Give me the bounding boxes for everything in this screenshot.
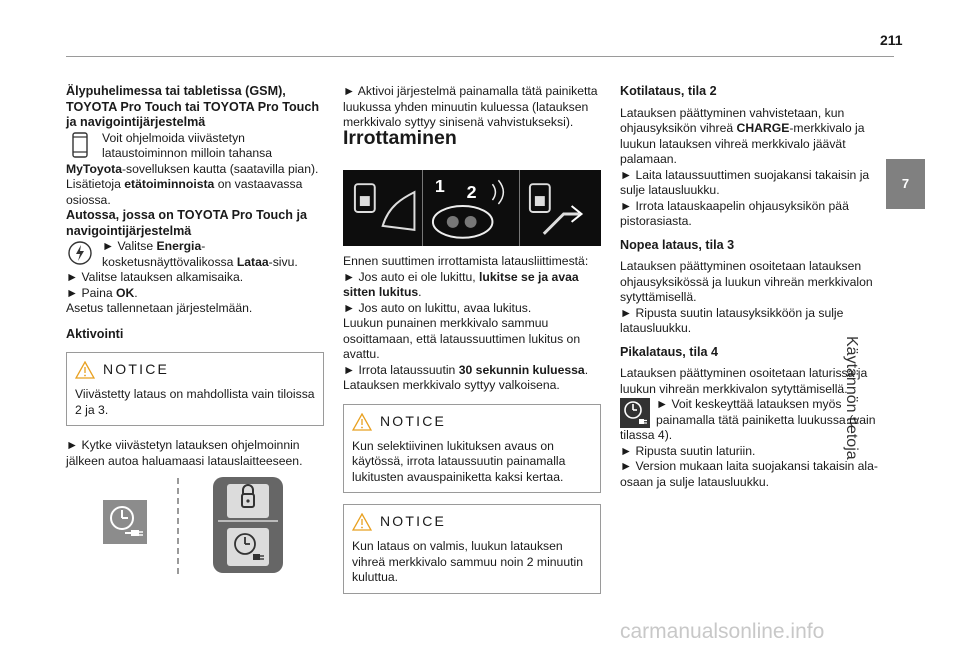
- close-flap-text: ► Laita lataussuuttimen suojakansi takaisin ja sulje latausluukku.: [620, 167, 870, 197]
- unplug-control-unit-text: ► Irrota latauskaapelin ohjausyksikön pää pistorasiasta.: [620, 198, 849, 228]
- step-label-1: 1: [435, 176, 446, 197]
- heading-smartphone: Älypuhelimessa tai tabletissa (GSM), TOYOTA Pro Touch tai TOYOTA Pro Touch ja navigointijärjestelmä: [66, 84, 320, 129]
- column-2: [343, 84, 601, 149]
- chapter-title: Käytännön tietoja: [843, 336, 860, 460]
- mytoyota-app-name: MyToyota: [66, 161, 122, 176]
- warning-icon: [352, 413, 372, 431]
- not-locked-bold: lukitse se ja avaa sitten lukitus: [343, 269, 579, 299]
- notice-title: NOTICE: [380, 412, 447, 429]
- step-ok: [66, 286, 324, 302]
- phone-row: [66, 131, 324, 162]
- remove-nozzle-text: [343, 363, 601, 379]
- notice-text: Kun selektiivinen lukituksen avaus on käytössä, irrota lataussuutin painamalla lukitusten avauspainiketta kaksi kertaa.: [352, 438, 566, 484]
- interrupt-row: [620, 397, 882, 444]
- interrupt-charge-button-icon: [620, 398, 650, 428]
- energy-mid: -kosketusnäyttövalikossa: [102, 239, 237, 269]
- header-rule: [66, 56, 894, 57]
- unplug-steps-illustration: [343, 170, 601, 246]
- remove-pre: ► Irrota lataussuutin: [343, 362, 459, 377]
- energy-icon: [66, 239, 94, 267]
- locked-text: ► Jos auto on lukittu, avaa lukitus.: [343, 300, 532, 315]
- red-light-text: Luukun punainen merkkivalo sammuu osoittamaan, että lataussuuttimen lukitus on avattu.: [343, 316, 581, 361]
- notice-text: Kun lataus on valmis, luukun latauksen vihreä merkkivalo sammuu noin 2 minuutin kuluttua.: [352, 539, 583, 584]
- heading-activation: Aktivointi: [66, 326, 124, 341]
- not-locked-post: .: [418, 285, 422, 299]
- unlock-door-icon: [343, 170, 423, 246]
- remote-post: on vastaavassa osiossa.: [66, 177, 303, 207]
- warning-icon: [75, 361, 95, 379]
- heading-fast-charging: Nopea lataus, tila 3: [620, 237, 735, 252]
- hang-on-charger-text: ► Ripusta suutin laturiin.: [620, 443, 756, 458]
- dashed-separator: [177, 478, 179, 574]
- key-fob-icon: [423, 170, 519, 246]
- notice-box-3: [343, 504, 601, 594]
- connect-text: ► Kytke viivästetyn latauksen ohjelmoinnin jälkeen autoa haluamaasi latauslaitteeseen.: [66, 438, 303, 468]
- pull-nozzle-icon: [520, 170, 601, 246]
- charge-indicator-label: CHARGE: [736, 121, 790, 135]
- watermark: carmanualsonline.info: [620, 620, 825, 643]
- phone-text: Voit ohjelmoida viivästetyn lataustoiminnon milloin tahansa: [102, 130, 273, 160]
- section-title-unplugging: Irrottaminen: [343, 126, 457, 149]
- remote-pre: Lisätietoja: [66, 177, 125, 191]
- before-unplug-text: Ennen suuttimen irrottamista latausliittimestä:: [343, 254, 589, 268]
- rapid-charging-end: Latauksen päättyminen osoitetaan laturissa ja luukun vihreän merkkivalon sytyttämisellä.: [620, 366, 868, 396]
- notice-header: [352, 413, 592, 431]
- notice-box-1: [66, 352, 324, 426]
- lower-cover-text: ► Version mukaan laita suojakansi takaisin ala-osaan ja sulje latausluukku.: [620, 459, 878, 489]
- saved-text: Asetus tallennetaan järjestelmään.: [66, 301, 253, 315]
- remote-info: [66, 177, 324, 208]
- remove-post: .: [584, 362, 589, 377]
- energy-row: [66, 239, 324, 270]
- mytoyota-rest: -sovelluksen kautta (saatavilla pian).: [121, 161, 319, 176]
- page-number: 211: [880, 32, 903, 48]
- smartphone-icon: [66, 131, 94, 159]
- heading-home-charging: Kotilataus, tila 2: [620, 84, 717, 98]
- column-2-lower: [343, 254, 601, 594]
- white-light-text: Latauksen merkkivalo syttyy valkoisena.: [343, 378, 560, 392]
- home-charging-end: [620, 106, 882, 168]
- not-locked-pre: ► Jos auto ei ole lukittu,: [343, 269, 480, 284]
- notice-title: NOTICE: [103, 361, 170, 378]
- notice-header: [352, 513, 592, 531]
- notice-box-2: [343, 404, 601, 494]
- energy-post: -sivu.: [268, 254, 298, 269]
- column-3: [620, 84, 882, 490]
- heading-rapid-charging: Pikalataus, tila 4: [620, 344, 719, 359]
- notice-header: [75, 361, 315, 379]
- warning-icon: [352, 513, 372, 531]
- ok-post: .: [134, 285, 138, 300]
- fast-charging-end: Latauksen päättyminen osoitetaan latauksen ohjausyksikössä ja luukun vihreän merkkivalon sytyttämisellä.: [620, 259, 873, 304]
- remove-bold: 30 sekunnin kuluessa: [458, 362, 585, 377]
- step-time: ► Valitse latauksen alkamisaika.: [66, 270, 244, 284]
- home-post: -merkkivalo ja luukun latauksen vihreä merkkivalo jäävät palamaan.: [620, 121, 865, 166]
- hang-nozzle-text: ► Ripusta suutin latausyksikköön ja sulje latausluukku.: [620, 305, 844, 335]
- charge-page: Lataa: [236, 254, 269, 269]
- ok-label: OK: [116, 285, 135, 300]
- home-pre: Latauksen päättyminen vahvistetaan, kun ohjausyksikön vihreä: [620, 105, 845, 135]
- energy-menu: Energia: [156, 239, 202, 253]
- not-locked-text: [343, 270, 601, 301]
- mytoyota-text: [66, 162, 324, 178]
- energy-pre: ► Valitse: [102, 239, 157, 253]
- interrupt-text: ► Voit keskeyttää latauksen myös painamalla tätä painiketta luukussa (vain tilassa 4).: [620, 397, 876, 442]
- remote-bold: etätoiminnoista: [124, 177, 215, 191]
- column-1: [66, 84, 324, 469]
- charging-flap-panel-illustration: [212, 476, 284, 574]
- energy-step: [102, 239, 324, 270]
- notice-title: NOTICE: [380, 513, 447, 530]
- chapter-tab[interactable]: 7: [886, 159, 925, 209]
- delayed-charge-button-icon: [103, 500, 147, 544]
- step-label-2: 2: [467, 182, 477, 203]
- heading-touchscreen: Autossa, jossa on TOYOTA Pro Touch ja navigointijärjestelmä: [66, 208, 307, 238]
- ok-pre: ► Paina: [66, 285, 117, 300]
- notice-text: Viivästetty lataus on mahdollista vain tiloissa 2 ja 3.: [75, 387, 315, 417]
- activate-text: ► Aktivoi järjestelmä painamalla tätä painiketta luukussa yhden minuutin kuluessa (latauksen merkkivalo syttyy sinisenä vahvistukseksi).: [343, 84, 598, 129]
